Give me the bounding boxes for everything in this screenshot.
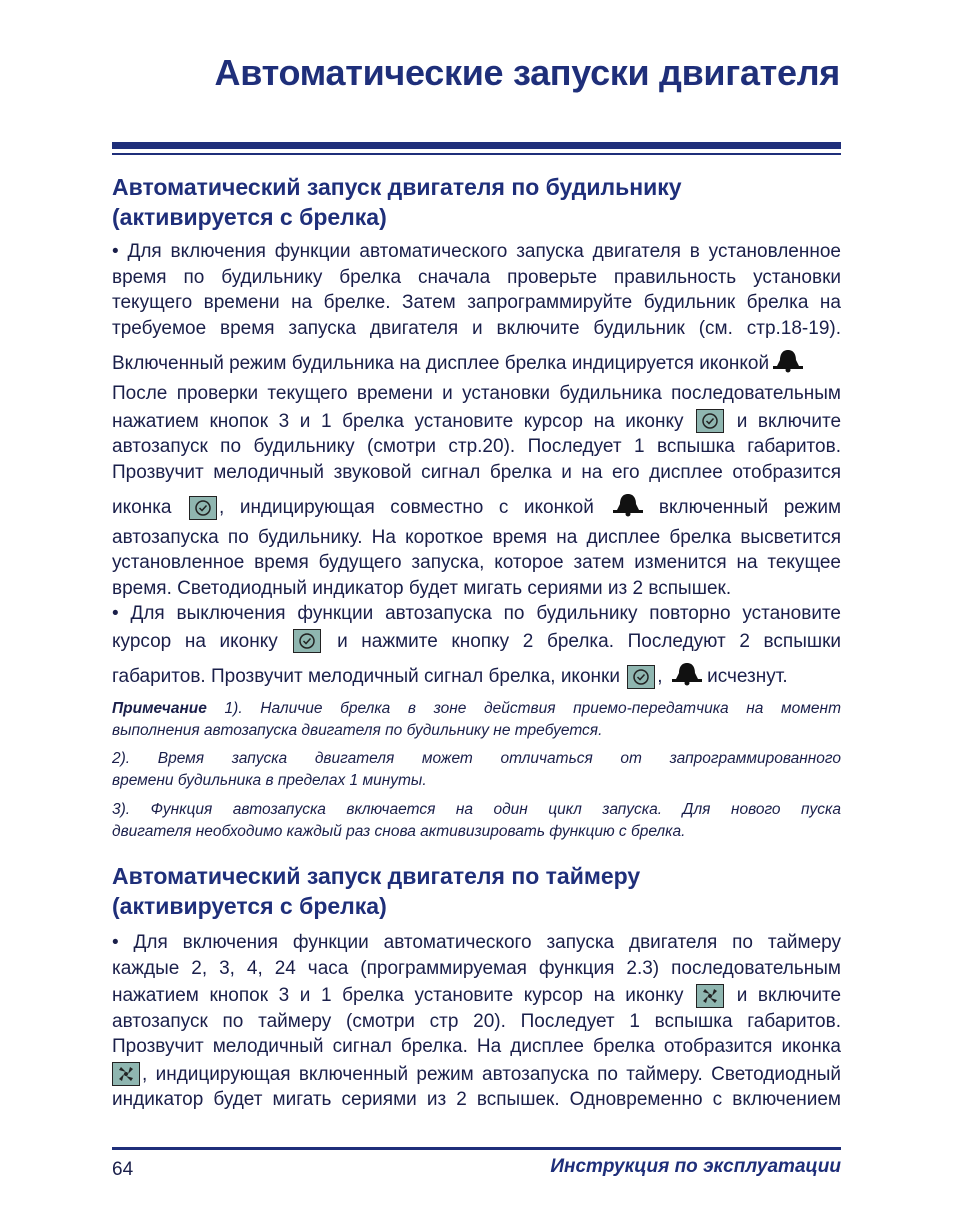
text-span: 1). Наличие брелка в зоне действия приемо-передатчика на момент (206, 700, 841, 717)
text-line: Прозвучит мелодичный звуковой сигнал брелка и на его дисплее отобразится (112, 461, 841, 483)
section1-heading-line2: (активируется с брелка) (112, 204, 387, 230)
page-number: 64 (112, 1159, 134, 1180)
text-line: каждые 2, 3, 4, 24 часа (программируемая функция 2.3) последовательным (112, 957, 841, 979)
text-line: выполнения автозапуска двигателя по будильнику не требуется. (112, 722, 603, 739)
text-line (112, 409, 841, 435)
footer-document-title: Инструкция по эксплуатации (550, 1156, 841, 1177)
section1-heading-line1: Автоматический запуск двигателя по будильнику (112, 174, 682, 200)
text-span: , индицирующая включенный режим автозапуска по таймеру. Светодиодный (142, 1063, 841, 1085)
text-line (112, 629, 841, 655)
header-rule-thin (112, 153, 841, 155)
text-line (112, 698, 841, 720)
text-span: , (657, 665, 663, 687)
text-line (112, 660, 841, 694)
alarm-clock-icon (696, 409, 724, 433)
text-span: нажатием кнопок 3 и 1 брелка установите курсор на иконку (112, 985, 684, 1006)
section2-heading-line1: Автоматический запуск двигателя по таймеру (112, 863, 641, 889)
note-2 (112, 748, 841, 792)
text-line: Прозвучит мелодичный сигнал брелка. На дисплее брелка отобразится иконка (112, 1036, 841, 1057)
text-line: • Для выключения функции автозапуска по будильнику повторно установите (112, 603, 841, 624)
text-line: установленное время будущего запуска, которое затем изменится на текущее (112, 552, 841, 573)
text-line (112, 1062, 841, 1088)
text-span: курсор на иконку (112, 630, 278, 652)
text-line: индикатор будет мигать сериями из 2 вспышек. Одновременно с включением (112, 1089, 841, 1110)
text-line (112, 983, 841, 1009)
text-line: 3). Функция автозапуска включается на один цикл запуска. Для нового пуска (112, 801, 841, 818)
bell-icon (613, 491, 643, 525)
note-1 (112, 698, 841, 742)
text-line: автозапуска по будильнику. На короткое время на дисплее брелка высветится (112, 526, 841, 548)
bell-icon (773, 347, 803, 381)
text-span: исчезнут. (707, 665, 788, 687)
page-title: Автоматические запуски двигателя (214, 52, 840, 93)
text-line: • Для включения функции автоматического запуска двигателя по таймеру (112, 932, 841, 953)
text-line: требуемое время запуска двигателя и включите будильник (см. стр.18-19). (112, 317, 841, 339)
text-line: После проверки текущего времени и установки будильника последовательным (112, 383, 841, 404)
text-line: автозапуск по будильнику (смотри стр.20). Последует 1 вспышка габаритов. (112, 436, 841, 457)
text-line: текущего времени на брелке. Затем запрограммируйте будильник брелка на (112, 292, 841, 313)
header-rule (112, 142, 841, 149)
text-line: двигателя необходимо каждый раз снова активизировать функцию с брелка. (112, 823, 686, 840)
text-line: время по будильнику брелка сначала проверьте правильность установки (112, 266, 841, 288)
text-line: • Для включения функции автоматического запуска двигателя в установленное (112, 241, 841, 262)
alarm-clock-icon (293, 629, 321, 653)
text-line (112, 491, 841, 525)
text-line: время. Светодиодный индикатор будет мигать сериями из 2 вспышек. (112, 577, 732, 599)
section1-paragraph2 (112, 381, 841, 601)
text-span: , индицирующая совместно с иконкой (219, 496, 594, 518)
note-label: Примечание (112, 700, 207, 717)
text-span: Включенный режим будильника на дисплее брелка индицируется иконкой (112, 352, 770, 374)
text-span: и нажмите кнопку 2 брелка. Последуют 2 вспышки (337, 630, 842, 652)
note-3 (112, 799, 841, 843)
text-span: габаритов. Прозвучит мелодичный сигнал брелка, иконки (112, 665, 620, 687)
section2-paragraph (112, 930, 841, 1113)
section1-paragraph3 (112, 601, 841, 694)
fan-timer-icon (112, 1062, 140, 1086)
text-line: автозапуск по таймеру (смотри стр 20). Последует 1 вспышка габаритов. (112, 1010, 841, 1032)
text-span: иконка (112, 496, 172, 518)
fan-timer-icon (696, 984, 724, 1008)
text-span: нажатием кнопок 3 и 1 брелка установите курсор на иконку (112, 410, 684, 432)
footer-rule (112, 1147, 841, 1150)
section1-paragraph1 (112, 239, 841, 381)
section2-heading (112, 861, 841, 921)
alarm-clock-icon (627, 665, 655, 689)
section2-heading-line2: (активируется с брелка) (112, 893, 387, 919)
text-span: и включите (736, 985, 842, 1006)
text-line (112, 347, 841, 381)
alarm-clock-icon (189, 496, 217, 520)
text-line: 2). Время запуска двигателя может отличаться от запрограммированного (112, 750, 841, 767)
text-span: и включите (736, 410, 842, 432)
text-line: времени будильника в пределах 1 минуты. (112, 772, 427, 789)
bell-icon (672, 660, 702, 694)
section1-heading (112, 172, 841, 232)
text-span: включенный режим (658, 496, 842, 518)
